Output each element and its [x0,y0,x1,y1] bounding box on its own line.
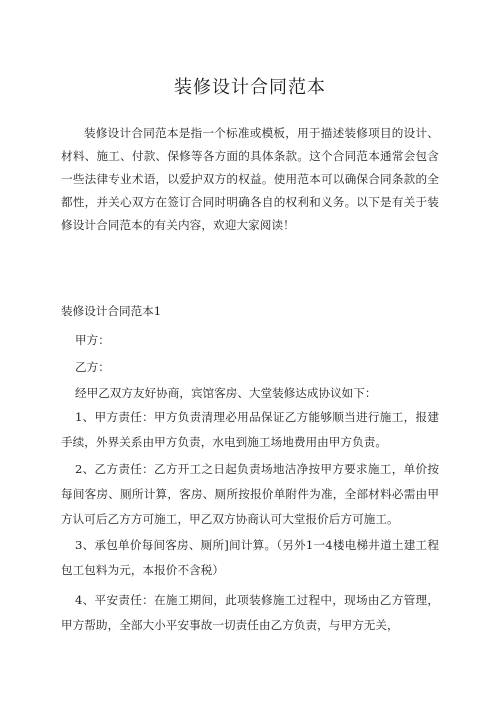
intro-paragraph: 装修设计合同范本是指一个标准或模板，用于描述装修项目的设计、材料、施工、付款、保修等各方面的具体条款。这个合同范本通常会包含一些法律专业术语，以爱护双方的权益。使用范本可以确保合同条款的全都性，并关心双方在签订合同时明确各自的权利和义务。以下是有关于装修设计合同范本的有关内容，欢迎大家阅读！ [61,126,439,232]
clause-3: 3、承包单价每间客房、厕所]间计算。（另外1一4楼电梯井道土建工程包工包料为元，本报价不含税） [61,538,439,577]
clause-4: 4、平安责任：在施工期间，此项装修施工过程中，现场由乙方管理，甲方帮助，全部大小平安事故一切责任由乙方负责，与甲方无关， [61,593,439,632]
document-title: 装修设计合同范本 [174,77,326,98]
clause-1: 1、甲方责任：甲方负责清理必用品保证乙方能够顺当进行施工，报建手续，外界关系由甲方负责，水电到施工场地费用由甲方负责。 [61,410,439,449]
section-heading: 装修设计合同范本1 [61,304,162,318]
agreement-intro: 经甲乙双方友好协商，宾馆客房、大堂装修达成协议如下： [75,386,377,400]
clause-2: 2、乙方责任：乙方开工之日起负责场地洁净按甲方要求施工，单价按每间客房、厕所计算，客房、厕所按报价单附件为准，全部材料必需由甲方认可后乙方方可施工，甲乙双方协商认可大堂报价后方可施工。 [61,462,439,526]
party-a-line: 甲方： [75,333,110,347]
party-b-line: 乙方： [75,360,110,374]
